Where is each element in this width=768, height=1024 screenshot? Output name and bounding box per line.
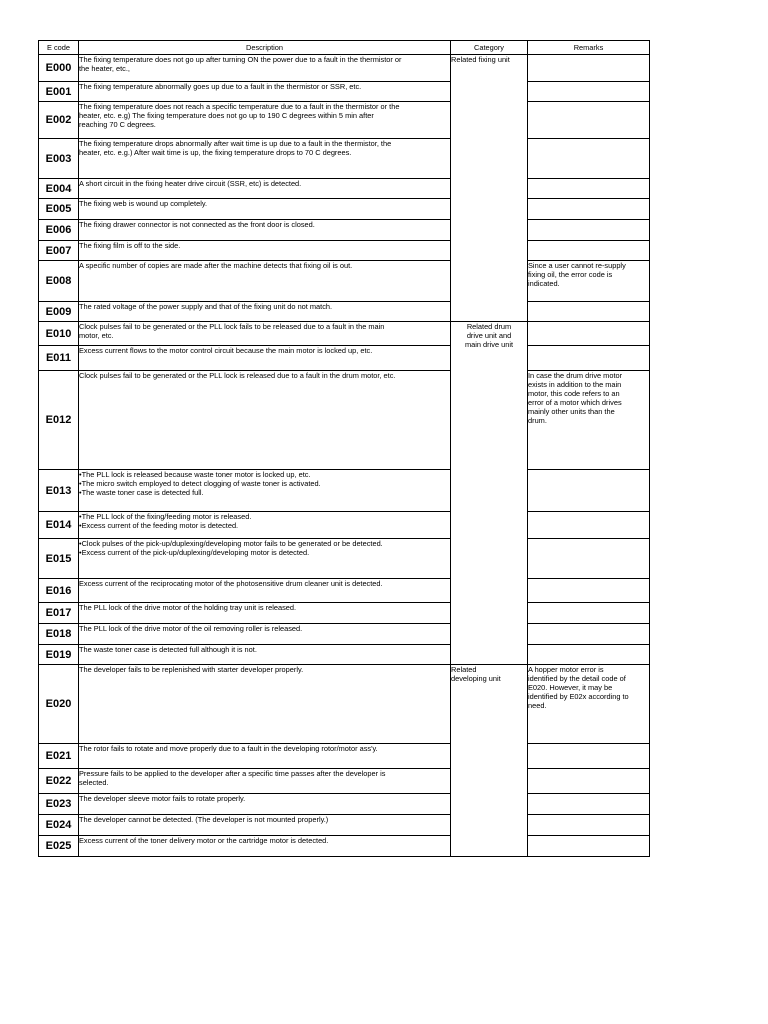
- error-description: [79, 794, 451, 815]
- table-row: [39, 794, 650, 815]
- description-line: A short circuit in the fixing heater drive circuit (SSR, etc) is detected.: [79, 179, 302, 188]
- remarks-line: identified by the detail code of: [528, 674, 626, 683]
- category-line: drive unit and: [466, 331, 512, 340]
- description-line: The fixing drawer connector is not connected as the front door is closed.: [79, 220, 315, 229]
- error-remarks: [528, 603, 650, 624]
- error-code: E002: [39, 102, 79, 139]
- error-code: E019: [39, 645, 79, 665]
- error-code: E001: [39, 82, 79, 102]
- table-row: [39, 624, 650, 645]
- error-remarks: [528, 665, 650, 744]
- description-line: The developer sleeve motor fails to rotate properly.: [79, 794, 246, 803]
- description-line: The PLL lock of the drive motor of the oil removing roller is released.: [79, 624, 303, 633]
- remarks-line: motor, this code refers to an: [528, 389, 620, 398]
- table-row: [39, 179, 650, 199]
- error-code: E016: [39, 579, 79, 603]
- error-code-rows: [39, 55, 650, 857]
- description-line: The fixing web is wound up completely.: [79, 199, 208, 208]
- table-row: [39, 55, 650, 82]
- table-row: [39, 371, 650, 470]
- description-line: heater, etc. e.g) The fixing temperature does not go up to 190 C degrees within 5 min after: [79, 111, 374, 120]
- category-line: Related drum: [466, 322, 512, 331]
- header-e-code: E code: [39, 41, 79, 55]
- description-line: Clock pulses fail to be generated or the PLL lock fails to be released due to a fault in the main: [79, 322, 385, 331]
- description-line: A specific number of copies are made after the machine detects that fixing oil is out.: [79, 261, 353, 270]
- table-row: [39, 82, 650, 102]
- remarks-line: Since a user cannot re-supply: [528, 261, 626, 270]
- table-row: [39, 139, 650, 179]
- header-category: Category: [451, 41, 528, 55]
- header-row: [39, 41, 650, 55]
- error-remarks: [528, 815, 650, 836]
- error-remarks: [528, 179, 650, 199]
- table-row: [39, 199, 650, 220]
- error-remarks: [528, 346, 650, 371]
- error-code: E008: [39, 261, 79, 302]
- error-description: [79, 241, 451, 261]
- error-remarks: [528, 371, 650, 470]
- description-line: The fixing temperature drops abnormally after wait time is up due to a fault in the thermistor, the: [79, 139, 392, 148]
- description-line: The rotor fails to rotate and move properly due to a fault in the developing rotor/motor ass'y.: [79, 744, 378, 753]
- table-row: [39, 470, 650, 512]
- error-description: [79, 624, 451, 645]
- header-remarks: Remarks: [528, 41, 650, 55]
- error-code: E007: [39, 241, 79, 261]
- error-description: [79, 346, 451, 371]
- description-line: selected.: [79, 778, 109, 787]
- table-row: [39, 241, 650, 261]
- description-line: •The waste toner case is detected full.: [79, 488, 204, 497]
- error-code: E017: [39, 603, 79, 624]
- table-row: [39, 346, 650, 371]
- table-row: [39, 665, 650, 744]
- error-remarks: [528, 102, 650, 139]
- error-code: E006: [39, 220, 79, 241]
- remarks-line: error of a motor which drives: [528, 398, 622, 407]
- description-line: Excess current flows to the motor control circuit because the main motor is locked up, etc.: [79, 346, 373, 355]
- error-code: E021: [39, 744, 79, 769]
- error-remarks: [528, 579, 650, 603]
- error-remarks: [528, 539, 650, 579]
- error-remarks: [528, 220, 650, 241]
- error-code: E023: [39, 794, 79, 815]
- table-row: [39, 302, 650, 322]
- table-row: [39, 102, 650, 139]
- error-description: [79, 220, 451, 241]
- error-code: E015: [39, 539, 79, 579]
- table-row: [39, 645, 650, 665]
- error-remarks: [528, 322, 650, 346]
- error-remarks: [528, 512, 650, 539]
- description-line: •Excess current of the pick-up/duplexing/developing motor is detected.: [79, 548, 310, 557]
- error-remarks: [528, 82, 650, 102]
- error-description: [79, 302, 451, 322]
- description-line: The waste toner case is detected full although it is not.: [79, 645, 257, 654]
- error-remarks: [528, 302, 650, 322]
- error-remarks: [528, 199, 650, 220]
- category-line: Related: [451, 665, 477, 674]
- category-line: main drive unit: [464, 340, 514, 349]
- error-remarks: [528, 624, 650, 645]
- description-line: The fixing film is off to the side.: [79, 241, 181, 250]
- header-description: Description: [79, 41, 451, 55]
- description-line: The PLL lock of the drive motor of the holding tray unit is released.: [79, 603, 297, 612]
- error-description: [79, 55, 451, 82]
- error-code: E014: [39, 512, 79, 539]
- error-description: [79, 769, 451, 794]
- table-row: [39, 539, 650, 579]
- table-row: [39, 769, 650, 794]
- error-remarks: [528, 470, 650, 512]
- error-code-sheet: [38, 40, 649, 857]
- category-line: developing unit: [451, 674, 501, 683]
- table-row: [39, 603, 650, 624]
- error-code: E000: [39, 55, 79, 82]
- error-description: [79, 102, 451, 139]
- error-description: [79, 836, 451, 857]
- table-row: [39, 744, 650, 769]
- description-line: Clock pulses fail to be generated or the PLL lock is released due to a fault in the drum motor, etc.: [79, 371, 396, 380]
- error-code-table: [38, 40, 650, 857]
- error-description: [79, 371, 451, 470]
- error-description: [79, 579, 451, 603]
- table-row: [39, 512, 650, 539]
- error-code: E013: [39, 470, 79, 512]
- description-line: The fixing temperature abnormally goes up due to a fault in the thermistor or SSR, etc.: [79, 82, 362, 91]
- description-line: Excess current of the reciprocating motor of the photosensitive drum cleaner unit is detected.: [79, 579, 383, 588]
- error-description: [79, 179, 451, 199]
- remarks-line: A hopper motor error is: [528, 665, 604, 674]
- description-line: The developer fails to be replenished with starter developer properly.: [79, 665, 304, 674]
- error-code: E012: [39, 371, 79, 470]
- description-line: The fixing temperature does not reach a specific temperature due to a fault in the thermistor or the: [79, 102, 400, 111]
- remarks-line: E020. However, it may be: [528, 683, 613, 692]
- error-description: [79, 603, 451, 624]
- remarks-line: mainly other units than the: [528, 407, 615, 416]
- description-line: •The PLL lock of the fixing/feeding motor is released.: [79, 512, 252, 521]
- description-line: reaching 70 C degrees.: [79, 120, 156, 129]
- error-code: E009: [39, 302, 79, 322]
- error-code: E020: [39, 665, 79, 744]
- error-description: [79, 322, 451, 346]
- description-line: The rated voltage of the power supply and that of the fixing unit do not match.: [79, 302, 333, 311]
- error-description: [79, 539, 451, 579]
- error-description: [79, 645, 451, 665]
- error-description: [79, 665, 451, 744]
- error-remarks: [528, 55, 650, 82]
- error-description: [79, 261, 451, 302]
- description-line: heater, etc. e.g.) After wait time is up, the fixing temperature drops to 70 C degrees.: [79, 148, 352, 157]
- error-code: E003: [39, 139, 79, 179]
- error-description: [79, 744, 451, 769]
- error-description: [79, 139, 451, 179]
- remarks-line: drum.: [528, 416, 547, 425]
- error-remarks: [528, 836, 650, 857]
- remarks-line: exists in addition to the main: [528, 380, 622, 389]
- error-remarks: [528, 794, 650, 815]
- description-line: •Clock pulses of the pick-up/duplexing/developing motor fails to be generated or be detected.: [79, 539, 383, 548]
- description-line: •Excess current of the feeding motor is detected.: [79, 521, 239, 530]
- error-code: E005: [39, 199, 79, 220]
- error-description: [79, 470, 451, 512]
- category-drum-drive-unit: [451, 322, 528, 665]
- error-code: E024: [39, 815, 79, 836]
- remarks-line: fixing oil, the error code is: [528, 270, 613, 279]
- description-line: •The PLL lock is released because waste toner motor is locked up, etc.: [79, 470, 311, 479]
- error-remarks: [528, 769, 650, 794]
- error-remarks: [528, 645, 650, 665]
- error-remarks: [528, 139, 650, 179]
- table-row: [39, 220, 650, 241]
- category-developing-unit: [451, 665, 528, 857]
- description-line: The fixing temperature does not go up after turning ON the power due to a fault in the thermistor or: [79, 55, 402, 64]
- description-line: Pressure fails to be applied to the developer after a specific time passes after the developer is: [79, 769, 386, 778]
- remarks-line: identified by E02x according to: [528, 692, 629, 701]
- description-line: •The micro switch employed to detect clogging of waste toner is activated.: [79, 479, 321, 488]
- error-code: E004: [39, 179, 79, 199]
- table-row: [39, 322, 650, 346]
- error-code: E025: [39, 836, 79, 857]
- category-fixing-unit: Related fixing unit: [451, 55, 528, 322]
- error-description: [79, 512, 451, 539]
- error-description: [79, 199, 451, 220]
- table-row: [39, 579, 650, 603]
- error-code: E011: [39, 346, 79, 371]
- error-code: E018: [39, 624, 79, 645]
- remarks-line: In case the drum drive motor: [528, 371, 623, 380]
- description-line: the heater, etc.,: [79, 64, 130, 73]
- error-code: E010: [39, 322, 79, 346]
- table-row: [39, 815, 650, 836]
- error-remarks: [528, 744, 650, 769]
- error-description: [79, 815, 451, 836]
- error-code: E022: [39, 769, 79, 794]
- table-row: [39, 836, 650, 857]
- table-row: [39, 261, 650, 302]
- description-line: The developer cannot be detected. (The developer is not mounted properly.): [79, 815, 329, 824]
- remarks-line: need.: [528, 701, 547, 710]
- description-line: Excess current of the toner delivery motor or the cartridge motor is detected.: [79, 836, 329, 845]
- error-remarks: [528, 261, 650, 302]
- error-description: [79, 82, 451, 102]
- error-remarks: [528, 241, 650, 261]
- description-line: motor, etc.: [79, 331, 114, 340]
- remarks-line: indicated.: [528, 279, 560, 288]
